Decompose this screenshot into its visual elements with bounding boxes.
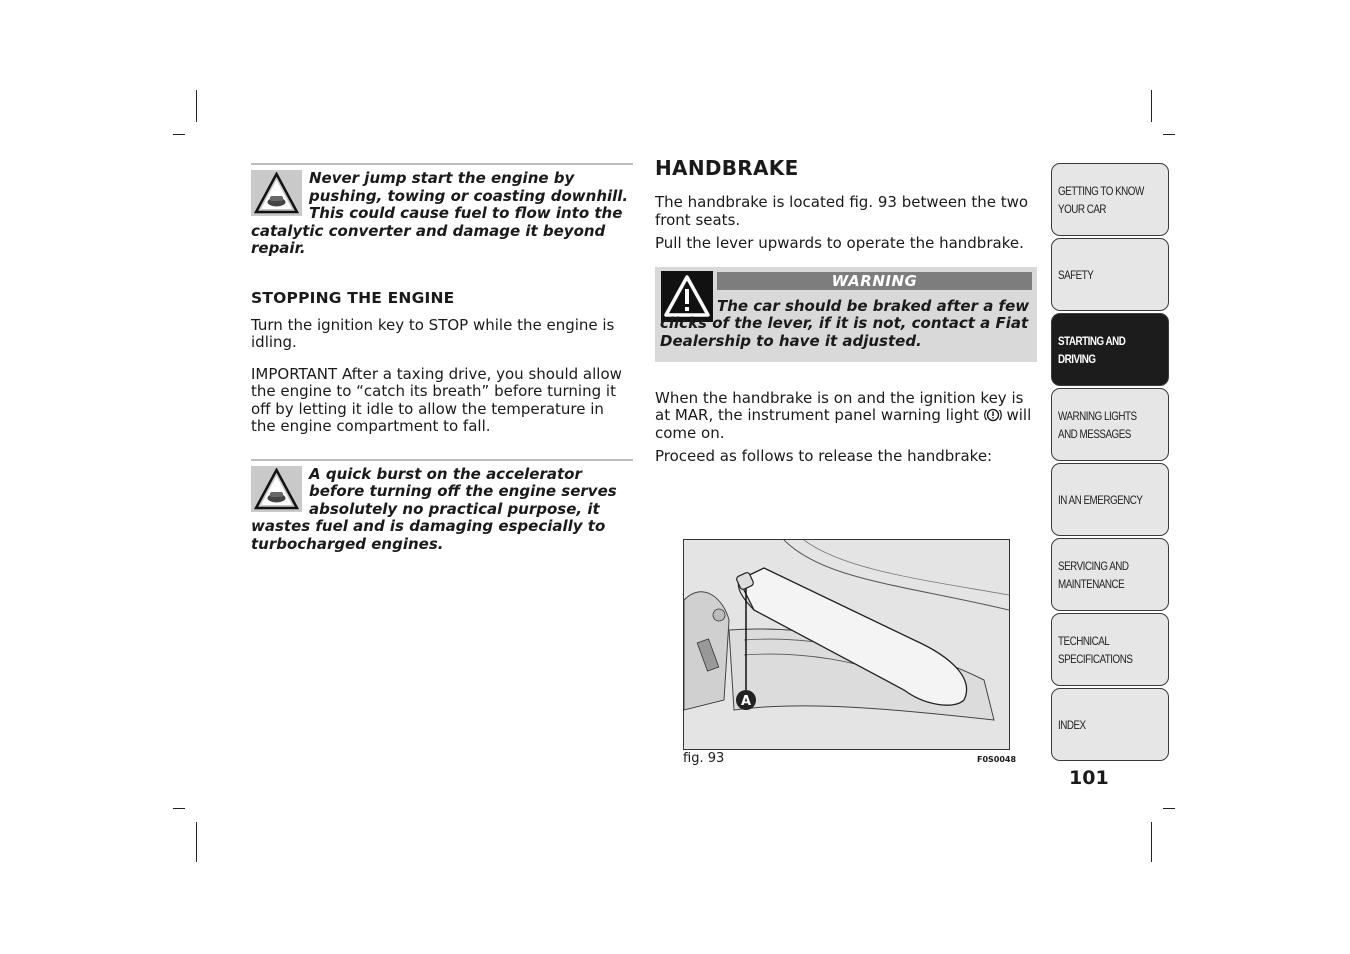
figure-code: F0S0048 [977, 755, 1017, 764]
handbrake-warning-light-icon [984, 407, 1002, 423]
tab-label: TECHNICAL SPECIFICATIONS [1058, 633, 1133, 666]
chapter-tabs [1051, 163, 1169, 763]
page-number: 101 [1069, 767, 1109, 789]
tab-label: INDEX [1058, 717, 1086, 732]
crop-mark [1163, 808, 1175, 809]
tab-label: SERVICING AND MAINTENANCE [1058, 558, 1129, 591]
section-heading: STOPPING THE ENGINE [251, 288, 455, 307]
car-warning-icon [251, 170, 302, 216]
tab-emergency[interactable] [1051, 463, 1169, 536]
tab-safety[interactable] [1051, 238, 1169, 311]
tab-label: GETTING TO KNOW YOUR CAR [1058, 183, 1144, 216]
note-text: A quick burst on the accelerator before turning off the engine serves absolutely no practical purpose, it wastes fuel and is damaging especially to turbocharged engines. [251, 464, 617, 553]
crop-mark [196, 90, 197, 122]
car-warning-icon [251, 466, 302, 512]
tab-label: SAFETY [1058, 267, 1094, 282]
tab-label: STARTING AND DRIVING [1058, 333, 1126, 366]
left-column [251, 163, 633, 553]
note-text: Never jump start the engine by pushing, towing or coasting downhill. This could cause fuel to flow into the catalytic converter and damage it beyond repair. [251, 169, 629, 257]
handbrake-illustration [684, 540, 1009, 749]
warning-box [655, 267, 1037, 362]
tab-technical[interactable] [1051, 613, 1169, 686]
warning-text: The car should be braked after a few clicks of the lever, if it is not, contact a Fiat Dealership to have it adjusted. [660, 296, 1030, 350]
tab-servicing[interactable] [1051, 538, 1169, 611]
figure-caption: fig. 93 [683, 751, 725, 766]
paragraph: Proceed as follows to release the handbrake: [655, 447, 993, 465]
paragraph: The handbrake is located fig. 93 between the two front seats. [655, 193, 1029, 229]
paragraph-text: When the handbrake is on and the ignition key is at MAR, the instrument panel warning light [655, 388, 1024, 424]
tab-label: IN AN EMERGENCY [1058, 492, 1143, 507]
figure-callout: A [740, 694, 752, 709]
page-title: HANDBRAKE [655, 156, 799, 180]
crop-mark [173, 134, 185, 135]
tab-label: WARNING LIGHTS AND MESSAGES [1058, 408, 1137, 441]
tab-getting-to-know[interactable] [1051, 163, 1169, 236]
paragraph: Turn the ignition key to STOP while the engine is idling. [251, 315, 615, 351]
tab-index[interactable] [1051, 688, 1169, 761]
tab-starting-driving[interactable] [1051, 313, 1169, 386]
warning-text-block [660, 298, 1032, 351]
crop-mark [1151, 822, 1152, 862]
tab-warning-lights[interactable] [1051, 388, 1169, 461]
paragraph: IMPORTANT After a taxing drive, you should allow the engine to “catch its breath” before turning it off by letting it idle to allow the temperature in the engine compartment to fall. [251, 364, 622, 435]
crop-mark [1151, 90, 1152, 122]
handbrake-figure [683, 539, 1010, 750]
paragraph [655, 390, 1037, 443]
caution-note-accelerator [251, 459, 633, 554]
paragraph: Pull the lever upwards to operate the handbrake. [655, 234, 1024, 252]
caution-note-jump-start [251, 163, 633, 258]
crop-mark [196, 822, 197, 862]
warning-label: WARNING [717, 272, 1032, 290]
paragraph-text: will come on. [655, 406, 1032, 442]
crop-mark [173, 808, 185, 809]
crop-mark [1163, 134, 1175, 135]
middle-column [655, 156, 1037, 472]
